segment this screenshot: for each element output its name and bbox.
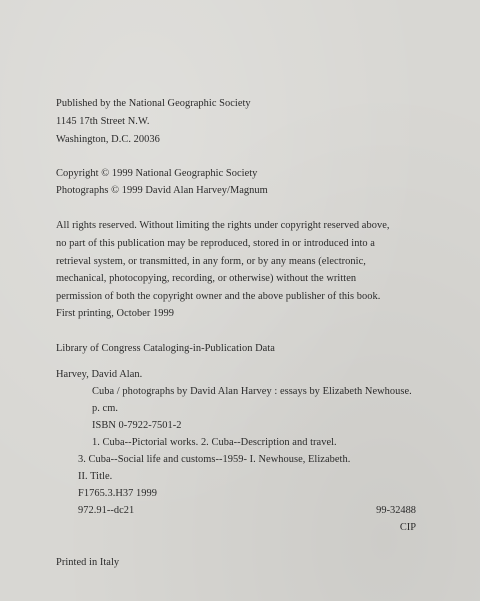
cip-lccn: 99-32488 — [376, 505, 416, 516]
cip-label: CIP — [399, 522, 416, 533]
cip-subjects-2: 3. Cuba--Social life and customs--1959- I. Newhouse, Elizabeth. — [78, 454, 351, 465]
cip-author: Harvey, David Alan. — [56, 369, 143, 380]
rights-line-1: All rights reserved. Without limiting the rights under copyright reserved above, — [56, 220, 390, 231]
rights-line-3: retrieval system, or transmitted, in any form, or by any means (electronic, — [56, 256, 366, 267]
cip-heading: Library of Congress Cataloging-in-Publication Data — [56, 343, 275, 354]
copyright-text: Copyright © 1999 National Geographic Society — [56, 168, 258, 179]
cip-pages: p. cm. — [92, 403, 118, 414]
publisher-city: Washington, D.C. 20036 — [56, 134, 160, 145]
cip-title-entry: II. Title. — [78, 471, 113, 482]
printed-in: Printed in Italy — [56, 557, 120, 568]
cip-isbn: ISBN 0-7922-7501-2 — [92, 420, 182, 431]
photographs-copyright: Photographs © 1999 David Alan Harvey/Magnum — [56, 185, 268, 196]
cip-lc-class: F1765.3.H37 1999 — [78, 488, 158, 499]
first-printing: First printing, October 1999 — [56, 308, 174, 319]
publisher-name: Published by the National Geographic Society — [56, 98, 251, 109]
cip-subjects-1: 1. Cuba--Pictorial works. 2. Cuba--Description and travel. — [92, 437, 337, 448]
rights-line-5: permission of both the copyright owner and the above publisher of this book. — [56, 291, 381, 302]
publisher-street: 1145 17th Street N.W. — [56, 116, 150, 127]
rights-line-4: mechanical, photocopying, recording, or otherwise) without the written — [56, 273, 357, 284]
rights-line-2: no part of this publication may be reproduced, stored in or introduced into a — [56, 238, 375, 249]
cip-dewey: 972.91--dc21 — [78, 505, 135, 516]
cip-title: Cuba / photographs by David Alan Harvey : essays by Elizabeth Newhouse. — [92, 386, 412, 397]
